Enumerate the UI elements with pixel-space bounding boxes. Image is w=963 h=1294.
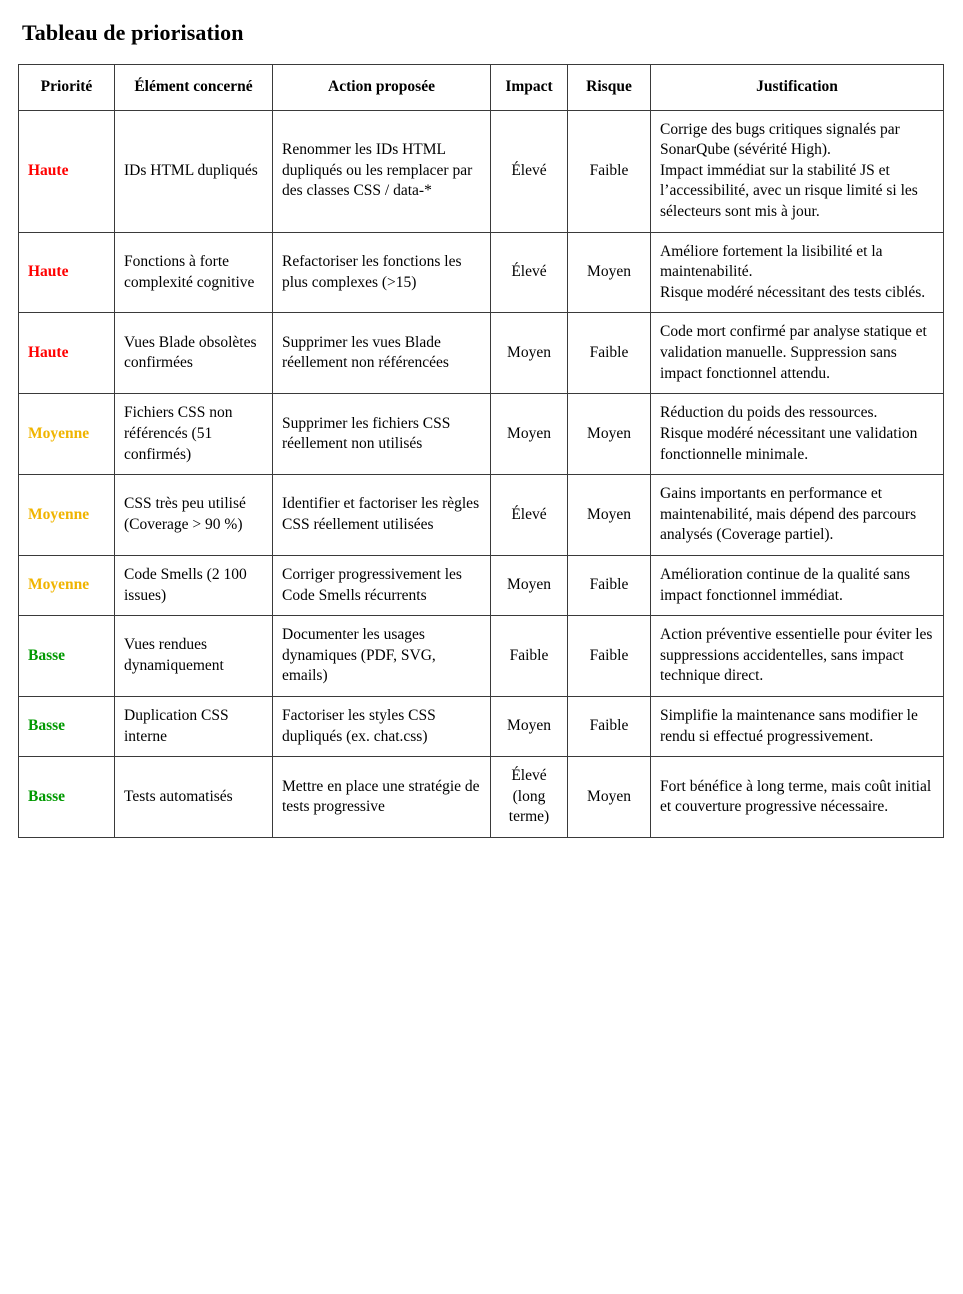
element-cell: Vues Blade obsolètes confirmées [115,313,273,394]
priority-badge: Haute [19,313,115,394]
element-cell: Tests automatisés [115,757,273,838]
table-row [19,232,944,313]
priority-badge: Moyenne [19,394,115,475]
justification-cell: Fort bénéfice à long terme, mais coût initial et couverture progressive nécessaire. [651,757,944,838]
impact-cell: Élevé [491,110,568,232]
justification-cell: Action préventive essentielle pour éviter les suppressions accidentelles, sans impact technique direct. [651,616,944,697]
table-row [19,313,944,394]
table-header [19,65,944,111]
element-cell: IDs HTML dupliqués [115,110,273,232]
impact-cell: Élevé (long terme) [491,757,568,838]
justification-cell: Améliore fortement la lisibilité et la maintenabilité. Risque modéré nécessitant des tests ciblés. [651,232,944,313]
element-cell: Code Smells (2 100 issues) [115,555,273,615]
action-cell: Supprimer les fichiers CSS réellement non utilisés [273,394,491,475]
priorisation-table [18,64,944,838]
justification-cell: Réduction du poids des ressources. Risque modéré nécessitant une validation fonctionnelle minimale. [651,394,944,475]
justification-cell: Gains importants en performance et maintenabilité, mais dépend des parcours analysés (Coverage partiel). [651,475,944,556]
action-cell: Corriger progressivement les Code Smells récurrents [273,555,491,615]
element-cell: CSS très peu utilisé (Coverage > 90 %) [115,475,273,556]
impact-cell: Moyen [491,697,568,757]
action-cell: Supprimer les vues Blade réellement non référencées [273,313,491,394]
impact-cell: Moyen [491,313,568,394]
table-row [19,757,944,838]
table-row [19,475,944,556]
column-header-action: Action proposée [273,65,491,111]
priority-badge: Basse [19,697,115,757]
column-header-impact: Impact [491,65,568,111]
risque-cell: Faible [568,616,651,697]
justification-cell: Simplifie la maintenance sans modifier le rendu si effectué progressivement. [651,697,944,757]
action-cell: Documenter les usages dynamiques (PDF, SVG, emails) [273,616,491,697]
priority-badge: Basse [19,757,115,838]
risque-cell: Faible [568,313,651,394]
page-title: Tableau de priorisation [22,20,244,45]
action-cell: Mettre en place une stratégie de tests progressive [273,757,491,838]
action-cell: Identifier et factoriser les règles CSS réellement utilisées [273,475,491,556]
impact-cell: Faible [491,616,568,697]
justification-cell: Corrige des bugs critiques signalés par SonarQube (sévérité High). Impact immédiat sur la stabilité JS et l’accessibilité, avec un risque limité si les sélecteurs sont mis à jour. [651,110,944,232]
table-row [19,394,944,475]
column-header-justification: Justification [651,65,944,111]
risque-cell: Moyen [568,475,651,556]
element-cell: Fichiers CSS non référencés (51 confirmés) [115,394,273,475]
impact-cell: Moyen [491,394,568,475]
table-body [19,110,944,837]
risque-cell: Faible [568,697,651,757]
table-row [19,697,944,757]
justification-cell: Code mort confirmé par analyse statique et validation manuelle. Suppression sans impact fonctionnel attendu. [651,313,944,394]
element-cell: Fonctions à forte complexité cognitive [115,232,273,313]
risque-cell: Moyen [568,394,651,475]
table-row [19,555,944,615]
risque-cell: Moyen [568,757,651,838]
justification-cell: Amélioration continue de la qualité sans impact fonctionnel immédiat. [651,555,944,615]
priority-badge: Basse [19,616,115,697]
column-header-risque: Risque [568,65,651,111]
risque-cell: Faible [568,110,651,232]
impact-cell: Moyen [491,555,568,615]
impact-cell: Élevé [491,475,568,556]
column-header-element: Élément concerné [115,65,273,111]
column-header-priorite: Priorité [19,65,115,111]
table-row [19,616,944,697]
table-row [19,110,944,232]
priority-badge: Haute [19,110,115,232]
action-cell: Refactoriser les fonctions les plus complexes (>15) [273,232,491,313]
element-cell: Vues rendues dynamiquement [115,616,273,697]
risque-cell: Moyen [568,232,651,313]
priority-badge: Moyenne [19,475,115,556]
header-row [19,65,944,111]
action-cell: Factoriser les styles CSS dupliqués (ex. chat.css) [273,697,491,757]
impact-cell: Élevé [491,232,568,313]
risque-cell: Faible [568,555,651,615]
priority-badge: Moyenne [19,555,115,615]
action-cell: Renommer les IDs HTML dupliqués ou les remplacer par des classes CSS / data-* [273,110,491,232]
priority-badge: Haute [19,232,115,313]
element-cell: Duplication CSS interne [115,697,273,757]
